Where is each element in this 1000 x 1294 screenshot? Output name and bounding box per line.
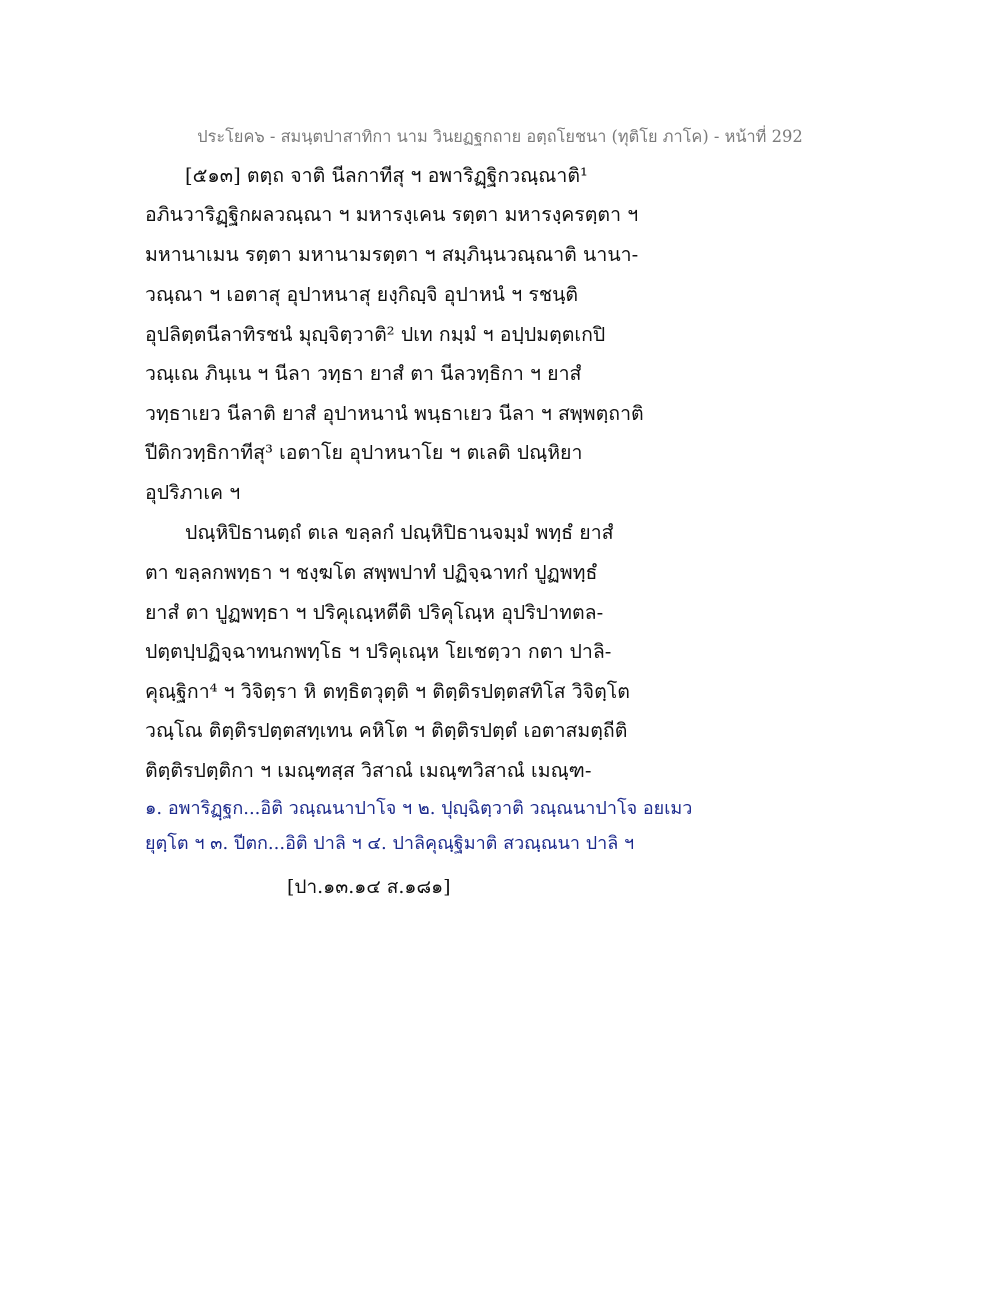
body-line: คุณฺฐิกา⁴ ฯ วิจิตฺรา หิ ตทฺธิตวุตฺติ ฯ ติตฺติรปตฺตสทิโส วิจิตฺโต	[145, 680, 630, 703]
body-line: มหานาเมน รตฺตา มหานามรตฺตา ฯ สมฺภินฺนวณฺณาติ นานา-	[145, 243, 639, 266]
body-line: วณฺเณ ภินฺเน ฯ นีลา วทฺธา ยาสํ ตา นีลวทฺธิกา ฯ ยาสํ	[145, 362, 582, 385]
body-line: ปณฺหิปิธานตฺถํ ตเล ขลฺลกํ ปณฺหิปิธานจมฺมํ พทฺธํ ยาสํ	[185, 521, 614, 544]
body-line: วณฺโณ ติตฺติรปตฺตสทฺเทน คหิโต ฯ ติตฺติรปตฺตํ เอตาสมตฺถีติ	[145, 719, 628, 742]
footnote-line: ๑. อพาริฏฺฐก...อิติ วณฺณนาปาโจ ฯ ๒. ปุญฺฉิตฺวาติ วณฺณนาปาโจ อยเมว	[145, 798, 693, 819]
body-line: อุปริภาเค ฯ	[145, 481, 241, 504]
body-line: ยาสํ ตา ปูฏพทฺธา ฯ ปริคุเณฺหตีติ ปริคุโณฺห อุปริปาทตล-	[145, 601, 604, 624]
body-line: อุปลิตฺตนีลาทิรชนํ มุญฺจิตฺวาติ² ปเท กมฺมํ ฯ อปฺปมตฺตเกปิ	[145, 323, 606, 346]
body-line: ปตฺตปฺปฏิจฺฉาทนกพทฺโธ ฯ ปริคุเณฺห โยเชตฺวา กตา ปาลิ-	[145, 640, 612, 663]
body-line: วณฺณา ฯ เอตาสุ อุปาหนาสุ ยงฺกิญฺจิ อุปาหนํ ฯ รชนฺติ	[145, 283, 579, 306]
footnote-line: ยุตฺโต ฯ ๓. ปีตก...อิติ ปาลิ ฯ ๔. ปาลิคุณฺฐิมาติ สวณฺณนา ปาลิ ฯ	[145, 833, 635, 854]
body-line: [๕๑๓] ตตฺถ จาติ นีลกาทีสุ ฯ อพาริฏฺฐิกวณฺณาติ¹	[185, 164, 588, 187]
body-line: ปีติกวทฺธิกาทีสุ³ เอตาโย อุปาหนาโย ฯ ตเลติ ปณฺหิยา	[145, 441, 583, 464]
body-line: ติตฺติรปตฺติกา ฯ เมณฺฑสฺส วิสาณํ เมณฺฑวิสาณํ เมณฺฑ-	[145, 759, 592, 782]
body-line: อภินวาริฏฺฐิกผลวณฺณา ฯ มหารงฺเคน รตฺตา มหารงฺครตฺตา ฯ	[145, 203, 639, 226]
page-header: ประโยค๖ - สมนฺตปาสาทิกา นาม วินยฏฐกถาย อตฺถโยชนา (ทุติโย ภาโค) - หน้าที่ 292	[197, 127, 803, 146]
body-line: ตา ขลฺลกพทฺธา ฯ ชงฺฆโต สพฺพปาทํ ปฏิจฺฉาทกํ ปูฏพทฺธํ	[145, 561, 598, 584]
page-reference: [ปา.๑๓.๑๔ ส.๑๘๑]	[287, 876, 451, 898]
body-line: วทฺธาเยว นีลาติ ยาสํ อุปาหนานํ พนฺธาเยว นีลา ฯ สพฺพตฺถาติ	[145, 402, 644, 425]
